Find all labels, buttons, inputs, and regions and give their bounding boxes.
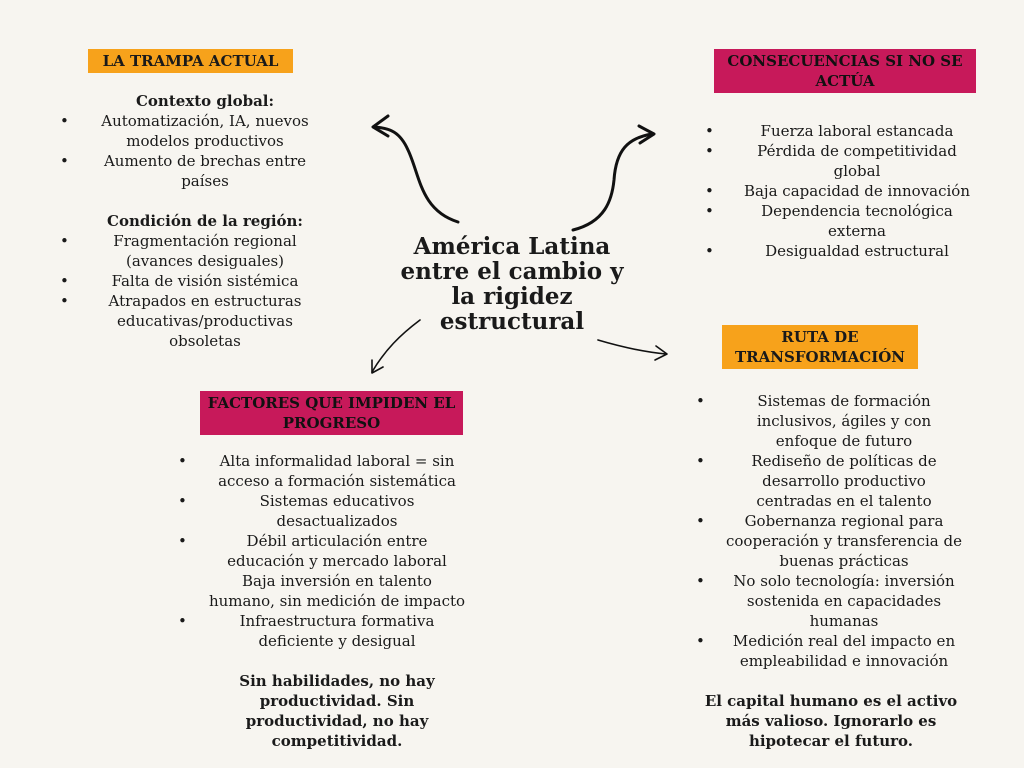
trampa-label: LA TRAMPA ACTUAL bbox=[88, 49, 293, 73]
arrow-to-consecuencias bbox=[573, 134, 652, 230]
central-topic: América Latina entre el cambio y la rigidez estructural bbox=[400, 233, 624, 335]
list-item: • Pérdida de competitividad global bbox=[735, 141, 979, 181]
list-item: • Gobernanza regional para cooperación y transferencia de buenas prácticas bbox=[726, 511, 962, 571]
list-item: Baja inversión en talento humano, sin medición de impacto bbox=[208, 572, 466, 610]
arrow-to-trampa bbox=[374, 127, 458, 222]
list-item: • Sistemas de formación inclusivos, ágiles y con enfoque de futuro bbox=[726, 391, 962, 451]
list-item: • Rediseño de políticas de desarrollo productivo centradas en el talento bbox=[726, 451, 962, 511]
arrowhead-factores bbox=[372, 360, 383, 373]
list-item: • Aumento de brechas entre países bbox=[90, 151, 320, 191]
list-item: • Falta de visión sistémica bbox=[90, 271, 320, 291]
arrow-to-ruta bbox=[598, 340, 666, 354]
list-item: • Alta informalidad laboral = sin acceso a formación sistemática bbox=[208, 451, 466, 491]
factores-label: FACTORES QUE IMPIDEN EL PROGRESO bbox=[200, 391, 463, 435]
list-item: • Desigualdad estructural bbox=[735, 241, 979, 261]
list-item: • Baja capacidad de innovación bbox=[735, 181, 979, 201]
consecuencias-label: CONSECUENCIAS SI NO SE ACTÚA bbox=[714, 49, 976, 93]
list-item: • Débil articulación entre educación y mercado laboral bbox=[208, 531, 466, 571]
ruta-label: RUTA DE TRANSFORMACIÓN bbox=[722, 325, 918, 369]
factores-closing: Sin habilidades, no hay productividad. Sin productividad, no hay competitividad. bbox=[239, 672, 435, 750]
ruta-closing: El capital humano es el activo más valioso. Ignorarlo es hipotecar el futuro. bbox=[704, 692, 958, 750]
list-item: • Medición real del impacto en empleabilidad e innovación bbox=[726, 631, 962, 671]
trampa-heading-global: Contexto global: bbox=[135, 92, 275, 110]
list-item: • Infraestructura formativa deficiente y desigual bbox=[208, 611, 466, 651]
arrowhead-trampa bbox=[373, 116, 388, 136]
list-item: • Fuerza laboral estancada bbox=[735, 121, 979, 141]
list-item: • No solo tecnología: inversión sostenida en capacidades humanas bbox=[726, 571, 962, 631]
list-item: • Dependencia tecnológica externa bbox=[735, 201, 979, 241]
trampa-heading-region: Condición de la región: bbox=[107, 212, 303, 230]
list-item: • Sistemas educativos desactualizados bbox=[208, 491, 466, 531]
list-item: • Automatización, IA, nuevos modelos productivos bbox=[90, 111, 320, 151]
consecuencias-section bbox=[735, 121, 979, 261]
list-item: • Atrapados en estructuras educativas/productivas obsoletas bbox=[90, 291, 320, 351]
trampa-section bbox=[90, 91, 320, 351]
ruta-section bbox=[726, 391, 962, 671]
factores-section bbox=[208, 451, 466, 751]
list-item: • Fragmentación regional (avances desiguales) bbox=[90, 231, 320, 271]
